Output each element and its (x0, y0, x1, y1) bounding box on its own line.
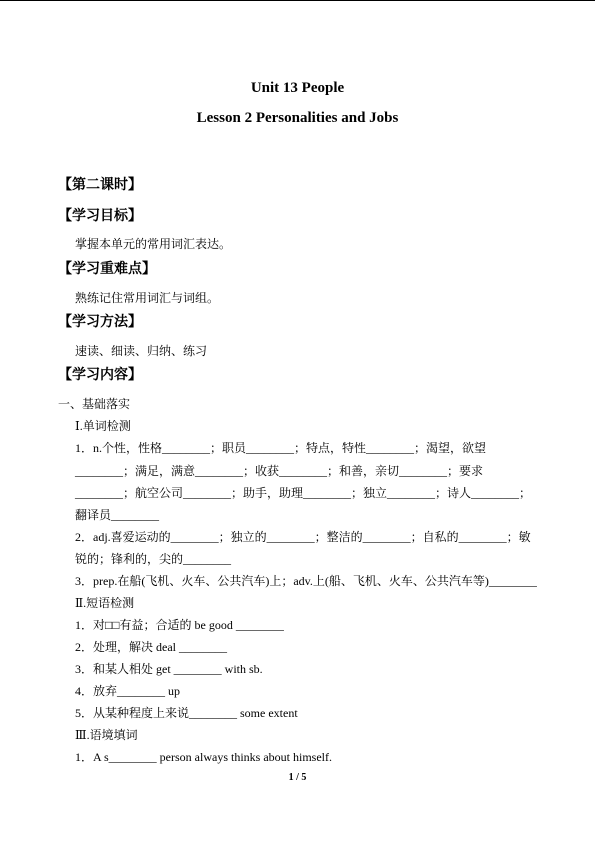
phrase-item-5: 5．从某种程度上来说________ some extent (75, 706, 298, 720)
question-2-line-1: 2．adj.喜爱运动的________；独立的________；整洁的________；自私的________；敏 (75, 530, 531, 544)
question-1-line-4: 翻译员________ (75, 508, 160, 522)
section-period: 【第二课时】 (58, 178, 142, 193)
phrase-item-4: 4．放弃________ up (75, 684, 181, 698)
section-focus-heading: 【学习重难点】 (58, 262, 156, 277)
question-3-line-1: 3．prep.在船(飞机、火车、公共汽车)上；adv.上(船、飞机、火车、公共汽车等)________ (75, 574, 537, 588)
subsection-context-heading: Ⅲ.语境填词 (75, 728, 138, 742)
phrase-item-2: 2．处理，解决 deal ________ (75, 640, 227, 654)
section-method-heading: 【学习方法】 (58, 315, 142, 330)
part-basic-heading: 一、基础落实 (58, 397, 131, 411)
question-2-line-2: 锐的；锋利的，尖的________ (75, 552, 232, 566)
context-item-1: 1．A s________ person always thinks about himself. (75, 750, 332, 764)
question-1-line-3: ________；航空公司________；助手，助理________；独立________；诗人________； (75, 486, 532, 500)
page-subtitle: Lesson 2 Personalities and Jobs (196, 110, 399, 126)
subsection-phrases-heading: Ⅱ.短语检测 (75, 596, 135, 610)
section-goal-text: 掌握本单元的常用词汇表达。 (75, 237, 232, 251)
question-1-line-1: 1．n.个性，性格________；职员________；特点，特性________；渴望，欲望 (75, 441, 487, 455)
phrase-item-3: 3．和某人相处 get ________ with sb. (75, 662, 263, 676)
section-focus-text: 熟练记住常用词汇与词组。 (75, 291, 220, 305)
phrase-item-1: 1．对□□有益；合适的 be good ________ (75, 618, 284, 632)
section-method-text: 速读、细读、归纳、练习 (75, 344, 208, 358)
section-content-heading: 【学习内容】 (58, 368, 142, 383)
question-1-line-2: ________；满足，满意________；收获________；和善，亲切________；要求 (75, 464, 484, 478)
section-goal-heading: 【学习目标】 (58, 209, 142, 224)
page-number: 1 / 5 (288, 772, 307, 783)
top-border-line (0, 0, 595, 1)
page-title: Unit 13 People (250, 80, 345, 96)
subsection-words-heading: Ⅰ.单词检测 (75, 419, 131, 433)
